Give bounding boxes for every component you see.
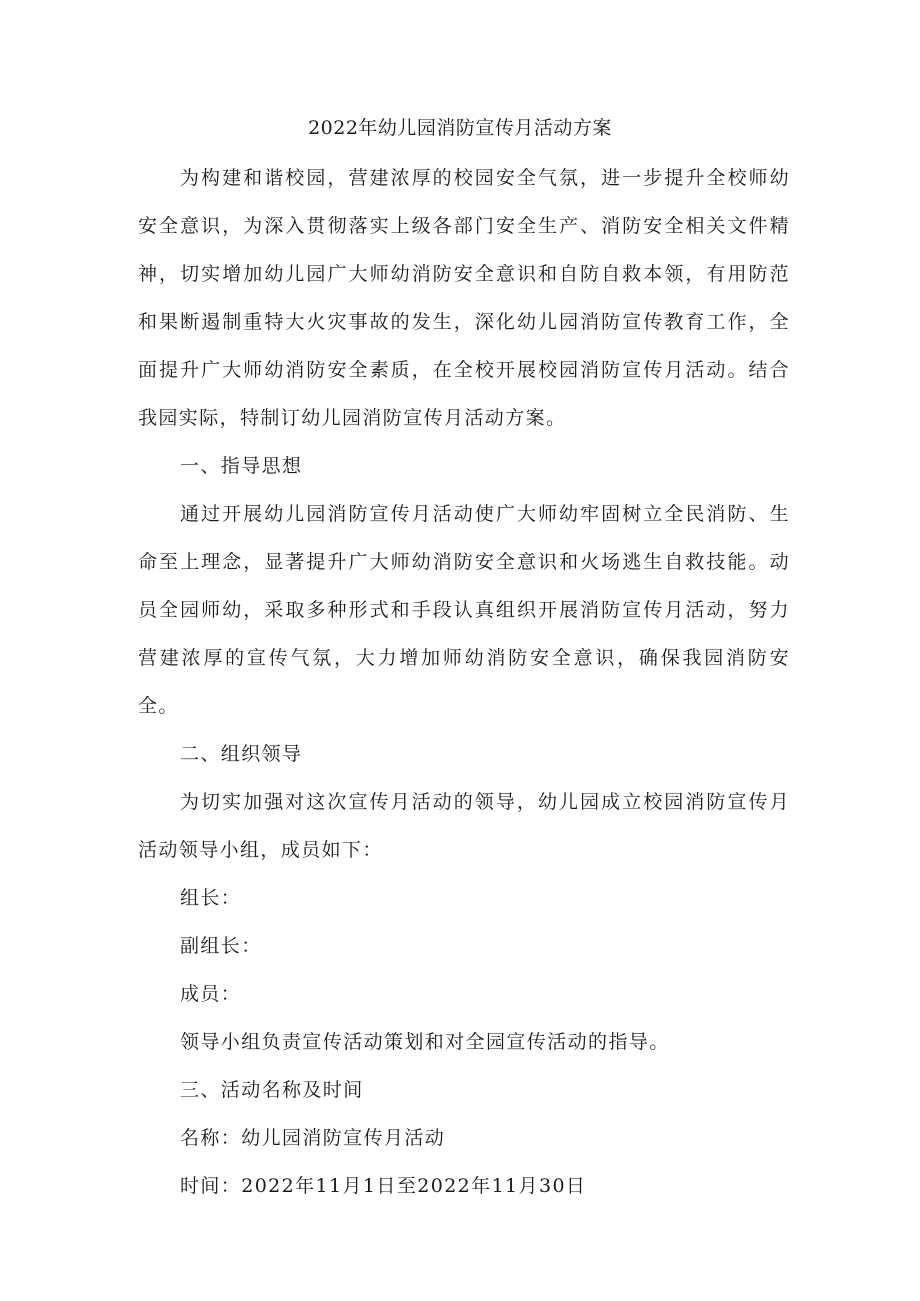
intro-paragraph: 为构建和谐校园，营建浓厚的校园安全气氛，进一步提升全校师幼安全意识，为深入贯彻落实上级各部门安全生产、消防安全相关文件精神，切实增加幼儿园广大师幼消防安全意识和自防自救本领，有用防范和果断遏制重特大火灾事故的发生，深化幼儿园消防宣传教育工作，全面提升广大师幼消防安全素质，在全校开展校园消防宣传月活动。结合我园实际，特制订幼儿园消防宣传月活动方案。 <box>138 167 790 429</box>
section-heading-activity: 三、活动名称及时间 <box>180 1079 364 1101</box>
guiding-ideology-paragraph: 通过开展幼儿园消防宣传月活动使广大师幼牢固树立全民消防、生命至上理念，显著提升广大师幼消防安全意识和火场逃生自救技能。动员全园师幼，采取多种形式和手段认真组织开展消防宣传月活动，努力营建浓厚的宣传气氛，大力增加师幼消防安全意识，确保我园消防安全。 <box>138 503 790 717</box>
activity-time-line: 时间：2022年11月1日至2022年11月30日 <box>180 1175 587 1197</box>
deputy-leader-line: 副组长： <box>180 935 262 957</box>
leader-line: 组长： <box>180 887 242 909</box>
organization-paragraph: 为切实加强对这次宣传月活动的领导，幼儿园成立校园消防宣传月活动领导小组，成员如下： <box>138 791 790 861</box>
document-title: 2022年幼儿园消防宣传月活动方案 <box>308 117 612 139</box>
group-duty-line: 领导小组负责宣传活动策划和对全园宣传活动的指导。 <box>180 1031 670 1053</box>
section-heading-guiding-ideology: 一、指导思想 <box>180 455 303 477</box>
document-body <box>138 154 790 1210</box>
members-line: 成员： <box>180 983 242 1005</box>
activity-name-line: 名称：幼儿园消防宣传月活动 <box>180 1127 446 1149</box>
section-heading-organization: 二、组织领导 <box>180 743 303 765</box>
